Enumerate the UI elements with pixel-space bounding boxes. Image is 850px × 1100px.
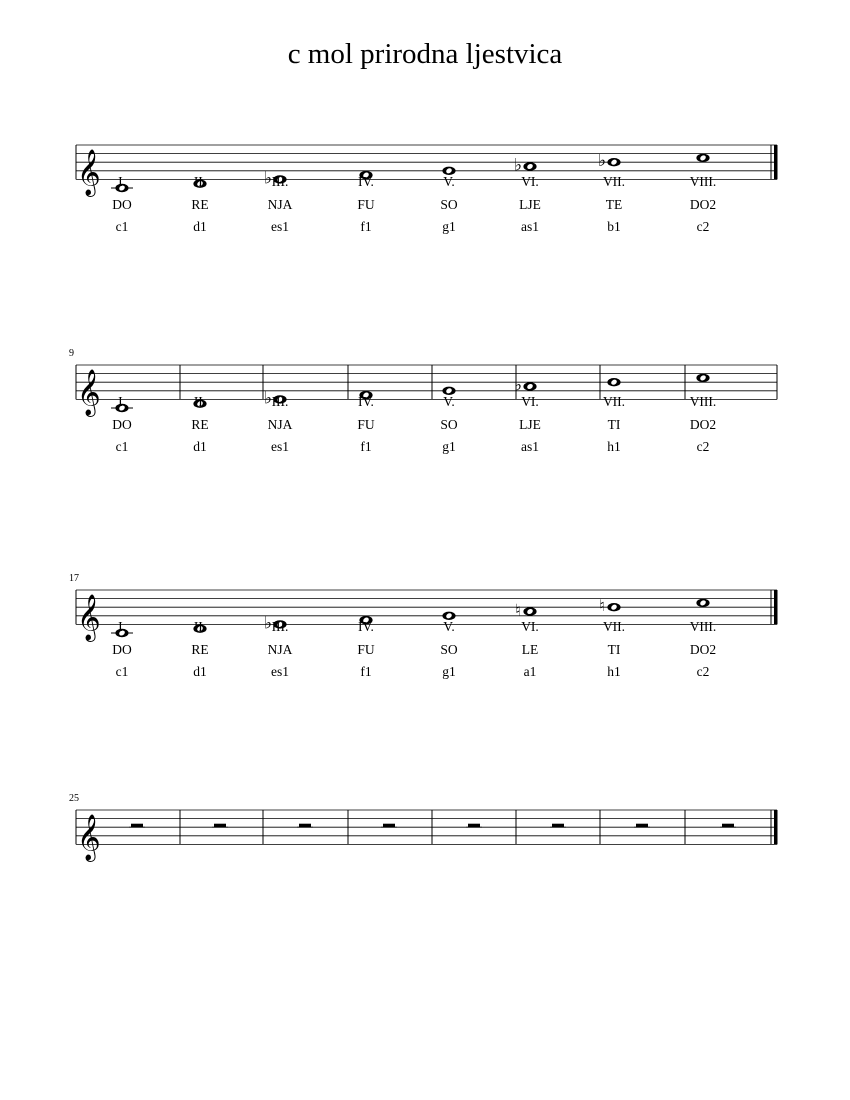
lyric-name: h1 (607, 439, 621, 454)
lyric-roman: V. (443, 619, 455, 634)
lyric-syllable: RE (191, 417, 209, 432)
lyric-name: d1 (193, 664, 207, 679)
lyric-name: c1 (115, 439, 129, 454)
lyric-name: a1 (523, 664, 537, 679)
lyric-syllable: TE (605, 197, 623, 212)
flat-icon: ♭ (514, 155, 523, 176)
lyric-name: c2 (696, 439, 710, 454)
lyric-roman: VIII. (689, 174, 717, 189)
lyric-roman: VIII. (689, 619, 717, 634)
flat-icon: ♭ (598, 151, 607, 172)
lyric-name: g1 (442, 664, 456, 679)
lyric-roman: V. (443, 394, 455, 409)
lyric-roman: IV. (358, 619, 374, 634)
lyric-syllable: SO (440, 197, 458, 212)
lyric-syllable: RE (191, 197, 209, 212)
measure-number: 17 (69, 573, 79, 584)
flat-icon: ♭ (514, 375, 523, 396)
lyric-roman: I. (118, 394, 126, 409)
treble-clef-icon: 𝄞 (77, 594, 101, 641)
lyric-syllable: DO2 (689, 197, 717, 212)
lyric-syllable: LJE (519, 417, 541, 432)
lyric-roman: VI. (521, 174, 539, 189)
flat-icon: ♭ (264, 613, 273, 634)
lyric-name: f1 (360, 219, 372, 234)
natural-icon: ♮ (515, 600, 521, 620)
lyric-syllable: FU (357, 642, 375, 657)
lyric-roman: VI. (521, 394, 539, 409)
treble-clef-icon: 𝄞 (77, 149, 101, 196)
lyric-name: c2 (696, 219, 710, 234)
lyric-syllable: SO (440, 642, 458, 657)
lyric-name: c2 (696, 664, 710, 679)
natural-icon: ♮ (599, 596, 605, 616)
lyric-syllable: DO2 (689, 417, 717, 432)
lyric-roman: II. (193, 619, 207, 634)
lyric-name: f1 (360, 439, 372, 454)
lyric-roman: VII. (602, 394, 626, 409)
treble-clef-icon: 𝄞 (77, 369, 101, 416)
lyric-name: g1 (442, 219, 456, 234)
lyric-name: as1 (521, 439, 539, 454)
lyric-name: c1 (115, 219, 129, 234)
measure-number: 9 (69, 348, 74, 359)
flat-icon: ♭ (264, 388, 273, 409)
lyric-name: d1 (193, 439, 207, 454)
lyric-roman: II. (193, 174, 207, 189)
lyric-roman: V. (443, 174, 455, 189)
lyric-syllable: DO (112, 642, 132, 657)
lyric-name: es1 (271, 664, 289, 679)
lyric-roman: III. (271, 619, 289, 634)
lyric-name: c1 (115, 664, 129, 679)
lyric-name: as1 (521, 219, 539, 234)
lyric-roman: I. (118, 619, 126, 634)
treble-clef-icon: 𝄞 (77, 814, 101, 861)
lyric-syllable: FU (357, 417, 375, 432)
measure-number: 25 (69, 793, 79, 804)
lyric-syllable: SO (440, 417, 458, 432)
lyric-roman: III. (271, 394, 289, 409)
lyric-syllable: FU (357, 197, 375, 212)
lyric-roman: VIII. (689, 394, 717, 409)
lyric-syllable: TI (607, 642, 621, 657)
lyric-syllable: LE (521, 642, 539, 657)
lyric-syllable: NJA (267, 197, 293, 212)
lyric-syllable: DO2 (689, 642, 717, 657)
lyric-name: es1 (271, 439, 289, 454)
lyric-name: es1 (271, 219, 289, 234)
lyric-syllable: RE (191, 642, 209, 657)
lyric-syllable: TI (607, 417, 621, 432)
lyric-syllable: NJA (267, 417, 293, 432)
lyric-roman: VI. (521, 619, 539, 634)
lyric-roman: I. (118, 174, 126, 189)
lyric-roman: IV. (358, 174, 374, 189)
page-title: c mol prirodna ljestvica (287, 38, 563, 70)
lyric-name: b1 (607, 219, 621, 234)
final-barline-thick (774, 810, 778, 844)
flat-icon: ♭ (264, 168, 273, 189)
lyric-syllable: NJA (267, 642, 293, 657)
lyric-roman: VII. (602, 174, 626, 189)
lyric-syllable: LJE (519, 197, 541, 212)
lyric-name: f1 (360, 664, 372, 679)
lyric-name: d1 (193, 219, 207, 234)
lyric-roman: III. (271, 174, 289, 189)
lyric-syllable: DO (112, 417, 132, 432)
lyric-roman: IV. (358, 394, 374, 409)
lyric-name: g1 (442, 439, 456, 454)
lyric-roman: II. (193, 394, 207, 409)
lyric-syllable: DO (112, 197, 132, 212)
lyric-roman: VII. (602, 619, 626, 634)
lyric-name: h1 (607, 664, 621, 679)
